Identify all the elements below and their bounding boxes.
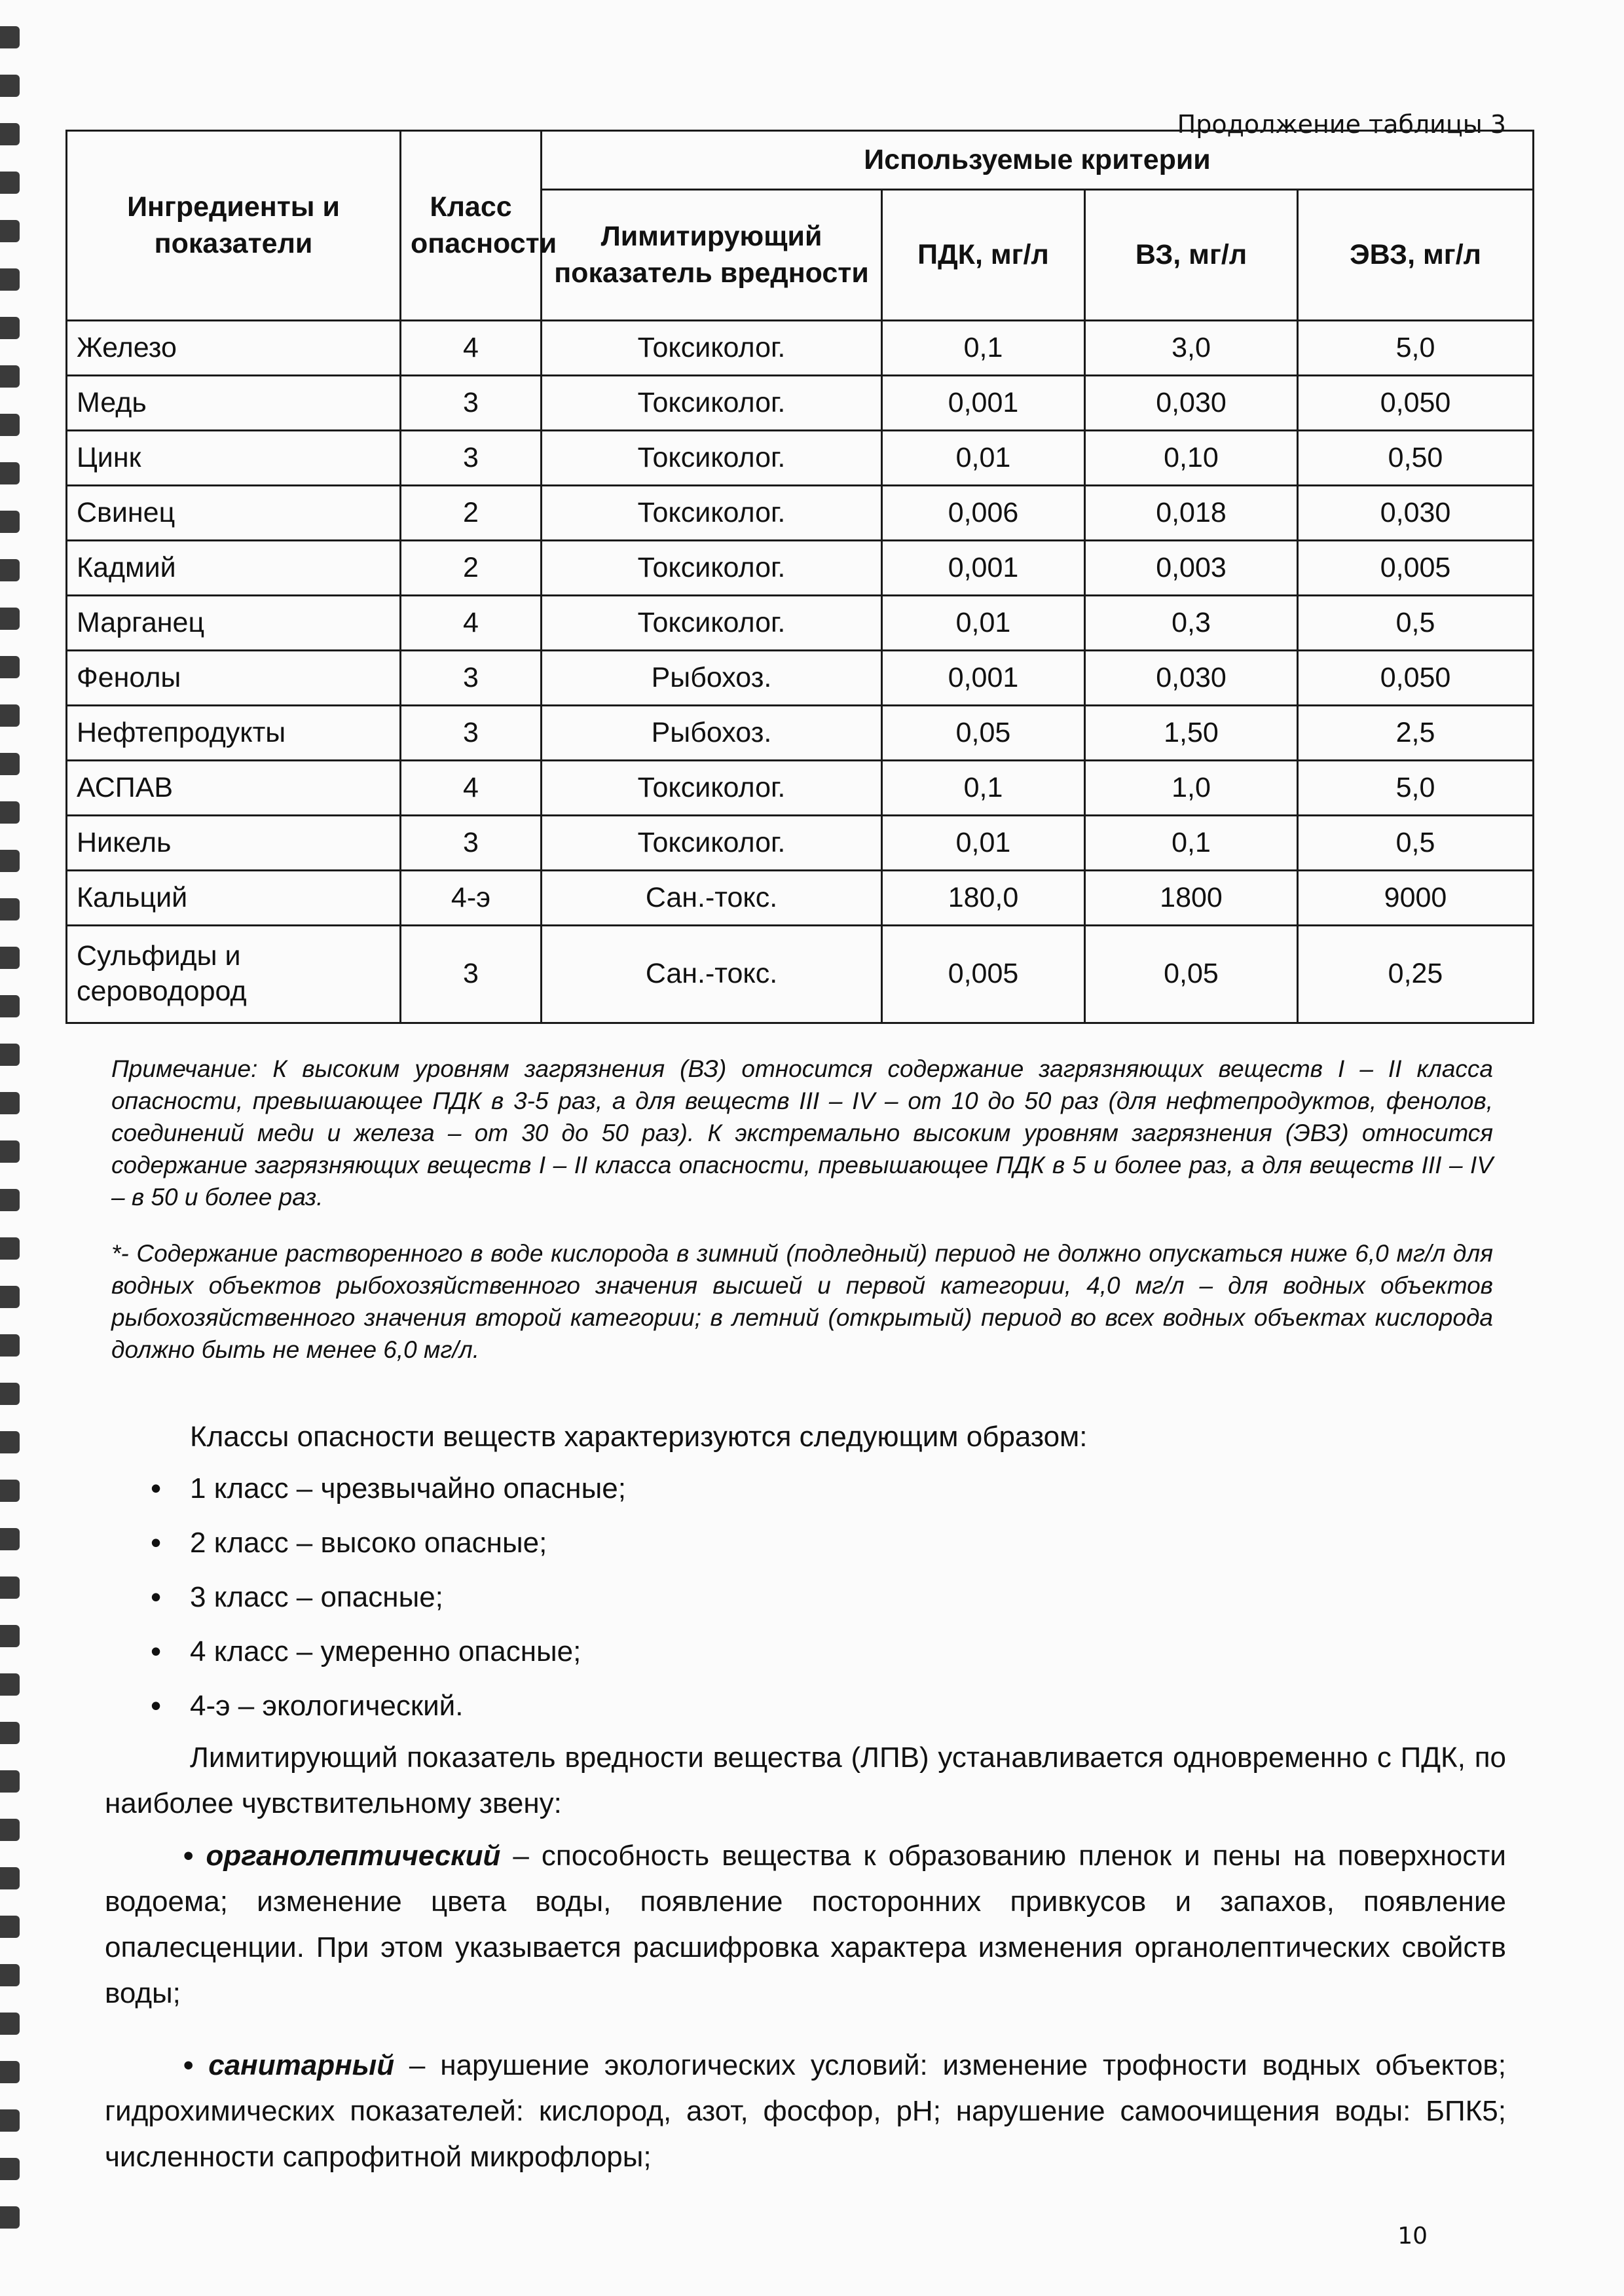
binding-hole: [0, 220, 20, 242]
binding-hole: [0, 26, 20, 48]
table-row: [67, 651, 1534, 706]
row-vz-cell: 1,0: [1085, 761, 1298, 816]
table-row: [67, 431, 1534, 486]
binding-hole: [0, 608, 20, 630]
table-row: [67, 926, 1534, 1023]
row-vz-cell: 1,50: [1085, 706, 1298, 761]
binding-hole: [0, 1092, 20, 1114]
row-evz-cell: 0,5: [1298, 816, 1534, 871]
row-vz-cell: 0,030: [1085, 376, 1298, 431]
row-pdk-cell: 0,05: [882, 706, 1085, 761]
row-limiting-cell: Токсиколог.: [542, 486, 882, 541]
row-class-cell: 4: [401, 321, 542, 376]
row-evz-cell: 0,050: [1298, 651, 1534, 706]
row-vz-cell: 3,0: [1085, 321, 1298, 376]
table-note: Примечание: К высоким уровням загрязнения (ВЗ) относится содержание загрязняющих веществ I – II класса опасности, превышающее ПДК в 3-5 раз, а для веществ III – IV – от 10 до 50 раз (для нефтепродуктов, фенолов, соединений меди и железа – от 30 до 50 раз). К экстремально высоким уровням загрязнения (ЭВЗ) относится содержание загрязняющих веществ I – II класса опасности, превышающее ПДК в 5 и более раз, а для веществ III – IV – в 50 и более раз.: [111, 1055, 1493, 1211]
organoleptic-text: – способность вещества к образованию пленок и пены на поверхности водоема; изменение цвета воды, появление посторонних привкусов и запахов, появление опалесценции. При этом указывается расшифровка характера изменения органолептических свойств воды;: [105, 1840, 1506, 2009]
row-class-cell: 4: [401, 596, 542, 651]
table-row: [67, 321, 1534, 376]
row-limiting-cell: Рыбохоз.: [542, 706, 882, 761]
row-evz-cell: 0,5: [1298, 596, 1534, 651]
row-pdk-cell: 0,01: [882, 596, 1085, 651]
lpv-paragraph: Лимитирующий показатель вредности вещества (ЛПВ) устанавливается одновременно с ПДК, по наиболее чувствительному звену:: [105, 1741, 1506, 1819]
row-evz-cell: 9000: [1298, 871, 1534, 926]
list-item: • 2 класс – высоко опасные;: [151, 1516, 626, 1570]
row-limiting-cell: Токсиколог.: [542, 596, 882, 651]
row-name-cell: АСПАВ: [67, 761, 401, 816]
binding-hole: [0, 1480, 20, 1502]
row-vz-cell: 1800: [1085, 871, 1298, 926]
binding-hole: [0, 1286, 20, 1308]
row-vz-cell: 0,3: [1085, 596, 1298, 651]
row-name-cell: Свинец: [67, 486, 401, 541]
binding-hole: [0, 656, 20, 678]
table-body: [67, 321, 1534, 1023]
binding-hole: [0, 2013, 20, 2035]
row-name-cell: Цинк: [67, 431, 401, 486]
row-evz-cell: 0,50: [1298, 431, 1534, 486]
binding-hole: [0, 1867, 20, 1889]
binding-hole: [0, 1964, 20, 1986]
row-limiting-cell: Токсиколог.: [542, 321, 882, 376]
row-class-cell: 2: [401, 541, 542, 596]
row-evz-cell: 5,0: [1298, 321, 1534, 376]
row-pdk-cell: 0,001: [882, 651, 1085, 706]
binding-hole: [0, 1528, 20, 1550]
header-limiting-indicator: Лимитирующий показатель вредности: [542, 190, 882, 321]
binding-hole: [0, 850, 20, 872]
binding-hole: [0, 559, 20, 581]
row-pdk-cell: 0,01: [882, 431, 1085, 486]
row-limiting-cell: Токсиколог.: [542, 541, 882, 596]
binding-hole: [0, 1576, 20, 1599]
row-name-cell: Медь: [67, 376, 401, 431]
table-row: [67, 541, 1534, 596]
header-criteria: Используемые критерии: [542, 131, 1534, 190]
binding-hole: [0, 1722, 20, 1744]
binding-hole: [0, 1140, 20, 1163]
list-item: • 3 класс – опасные;: [151, 1570, 626, 1624]
row-class-cell: 3: [401, 431, 542, 486]
table-row: [67, 761, 1534, 816]
row-class-cell: 4-э: [401, 871, 542, 926]
row-evz-cell: 0,25: [1298, 926, 1534, 1023]
row-vz-cell: 0,003: [1085, 541, 1298, 596]
binding-hole: [0, 2206, 20, 2229]
table-row: [67, 486, 1534, 541]
row-pdk-cell: 0,1: [882, 761, 1085, 816]
row-pdk-cell: 0,005: [882, 926, 1085, 1023]
row-pdk-cell: 0,006: [882, 486, 1085, 541]
list-item: • 4-э – экологический.: [151, 1679, 626, 1733]
binding-hole: [0, 75, 20, 97]
list-item: • 4 класс – умеренно опасные;: [151, 1624, 626, 1679]
row-limiting-cell: Токсиколог.: [542, 431, 882, 486]
row-limiting-cell: Токсиколог.: [542, 816, 882, 871]
row-name-cell: Сульфиды и сероводород: [67, 926, 401, 1023]
row-name-cell: Железо: [67, 321, 401, 376]
list-item: • 1 класс – чрезвычайно опасные;: [151, 1461, 626, 1516]
binding-hole: [0, 2158, 20, 2180]
table-row: [67, 706, 1534, 761]
row-vz-cell: 0,1: [1085, 816, 1298, 871]
organoleptic-paragraph: • органолептический – способность вещества к образованию пленок и пены на поверхности водоема; изменение цвета воды, появление посторонних привкусов и запахов, появление опалесценции. При этом указывается расшифровка характера изменения органолептических свойств воды;: [105, 1840, 1506, 2009]
row-pdk-cell: 180,0: [882, 871, 1085, 926]
table-row: [67, 376, 1534, 431]
binding-hole: [0, 898, 20, 920]
binding-hole: [0, 365, 20, 388]
criteria-table: [65, 130, 1534, 1024]
row-class-cell: 3: [401, 376, 542, 431]
row-limiting-cell: Сан.-токс.: [542, 926, 882, 1023]
row-evz-cell: 0,050: [1298, 376, 1534, 431]
table-row: [67, 596, 1534, 651]
row-pdk-cell: 0,001: [882, 376, 1085, 431]
header-vz: ВЗ, мг/л: [1085, 190, 1298, 321]
sanitary-term: санитарный: [208, 2049, 395, 2081]
binding-hole: [0, 172, 20, 194]
row-class-cell: 3: [401, 926, 542, 1023]
row-pdk-cell: 0,001: [882, 541, 1085, 596]
row-name-cell: Кальций: [67, 871, 401, 926]
header-hazard-class: Класс опасности: [401, 131, 542, 321]
row-evz-cell: 0,030: [1298, 486, 1534, 541]
table-row: [67, 871, 1534, 926]
row-limiting-cell: Сан.-токс.: [542, 871, 882, 926]
header-evz: ЭВЗ, мг/л: [1298, 190, 1534, 321]
binding-hole: [0, 1044, 20, 1066]
binding-hole: [0, 704, 20, 727]
row-evz-cell: 0,005: [1298, 541, 1534, 596]
binding-hole: [0, 1819, 20, 1841]
binding-hole: [0, 414, 20, 436]
binding-hole: [0, 1916, 20, 1938]
row-name-cell: Нефтепродукты: [67, 706, 401, 761]
binding-holes: [0, 0, 46, 2296]
sanitary-text: – нарушение экологических условий: изменение трофности водных объектов; гидрохимических показателей: кислород, азот, фосфор, pH; нарушение самоочищения воды: БПК5; численности сапрофитной микрофлоры;: [105, 2049, 1506, 2173]
binding-hole: [0, 1673, 20, 1696]
row-limiting-cell: Токсиколог.: [542, 761, 882, 816]
binding-hole: [0, 123, 20, 145]
row-evz-cell: 5,0: [1298, 761, 1534, 816]
binding-hole: [0, 317, 20, 339]
page-number: 10: [1397, 2223, 1428, 2250]
organoleptic-term: органолептический: [206, 1840, 501, 1872]
row-class-cell: 2: [401, 486, 542, 541]
hazard-classes-list: [151, 1461, 626, 1733]
row-vz-cell: 0,05: [1085, 926, 1298, 1023]
row-vz-cell: 0,018: [1085, 486, 1298, 541]
row-pdk-cell: 0,01: [882, 816, 1085, 871]
binding-hole: [0, 1625, 20, 1647]
row-limiting-cell: Токсиколог.: [542, 376, 882, 431]
sanitary-paragraph: • санитарный – нарушение экологических условий: изменение трофности водных объектов; гидрохимических показателей: кислород, азот, фосфор, pH; нарушение самоочищения воды: БПК5; численности сапрофитной микрофлоры;: [105, 2049, 1506, 2173]
row-name-cell: Фенолы: [67, 651, 401, 706]
binding-hole: [0, 268, 20, 291]
oxygen-footnote: *- Содержание растворенного в воде кислорода в зимний (подледный) период не должно опускаться ниже 6,0 мг/л для водных объектов рыбохозяйственного значения высшей и первой категории, 4,0 мг/л – для водных объектов рыбохозяйственного значения второй категории; в летний (открытый) период во всех водных объектах кислорода должно быть не менее 6,0 мг/л.: [111, 1240, 1493, 1363]
binding-hole: [0, 1770, 20, 1793]
row-vz-cell: 0,030: [1085, 651, 1298, 706]
row-evz-cell: 2,5: [1298, 706, 1534, 761]
row-class-cell: 3: [401, 651, 542, 706]
row-class-cell: 3: [401, 816, 542, 871]
header-ingredients: Ингредиенты и показатели: [67, 131, 401, 321]
table-continuation-label: Продолжение таблицы 3: [1177, 110, 1506, 139]
binding-hole: [0, 995, 20, 1017]
row-name-cell: Никель: [67, 816, 401, 871]
binding-hole: [0, 753, 20, 775]
row-class-cell: 4: [401, 761, 542, 816]
row-class-cell: 3: [401, 706, 542, 761]
row-pdk-cell: 0,1: [882, 321, 1085, 376]
row-name-cell: Марганец: [67, 596, 401, 651]
header-pdk: ПДК, мг/л: [882, 190, 1085, 321]
binding-hole: [0, 2109, 20, 2132]
row-name-cell: Кадмий: [67, 541, 401, 596]
binding-hole: [0, 947, 20, 969]
binding-hole: [0, 511, 20, 533]
binding-hole: [0, 462, 20, 484]
binding-hole: [0, 1237, 20, 1260]
binding-hole: [0, 1431, 20, 1453]
binding-hole: [0, 1383, 20, 1405]
binding-hole: [0, 1334, 20, 1357]
binding-hole: [0, 1189, 20, 1211]
row-limiting-cell: Рыбохоз.: [542, 651, 882, 706]
row-vz-cell: 0,10: [1085, 431, 1298, 486]
binding-hole: [0, 2061, 20, 2083]
binding-hole: [0, 801, 20, 824]
table-row: [67, 816, 1534, 871]
classes-intro: Классы опасности веществ характеризуются следующим образом:: [190, 1421, 1088, 1453]
